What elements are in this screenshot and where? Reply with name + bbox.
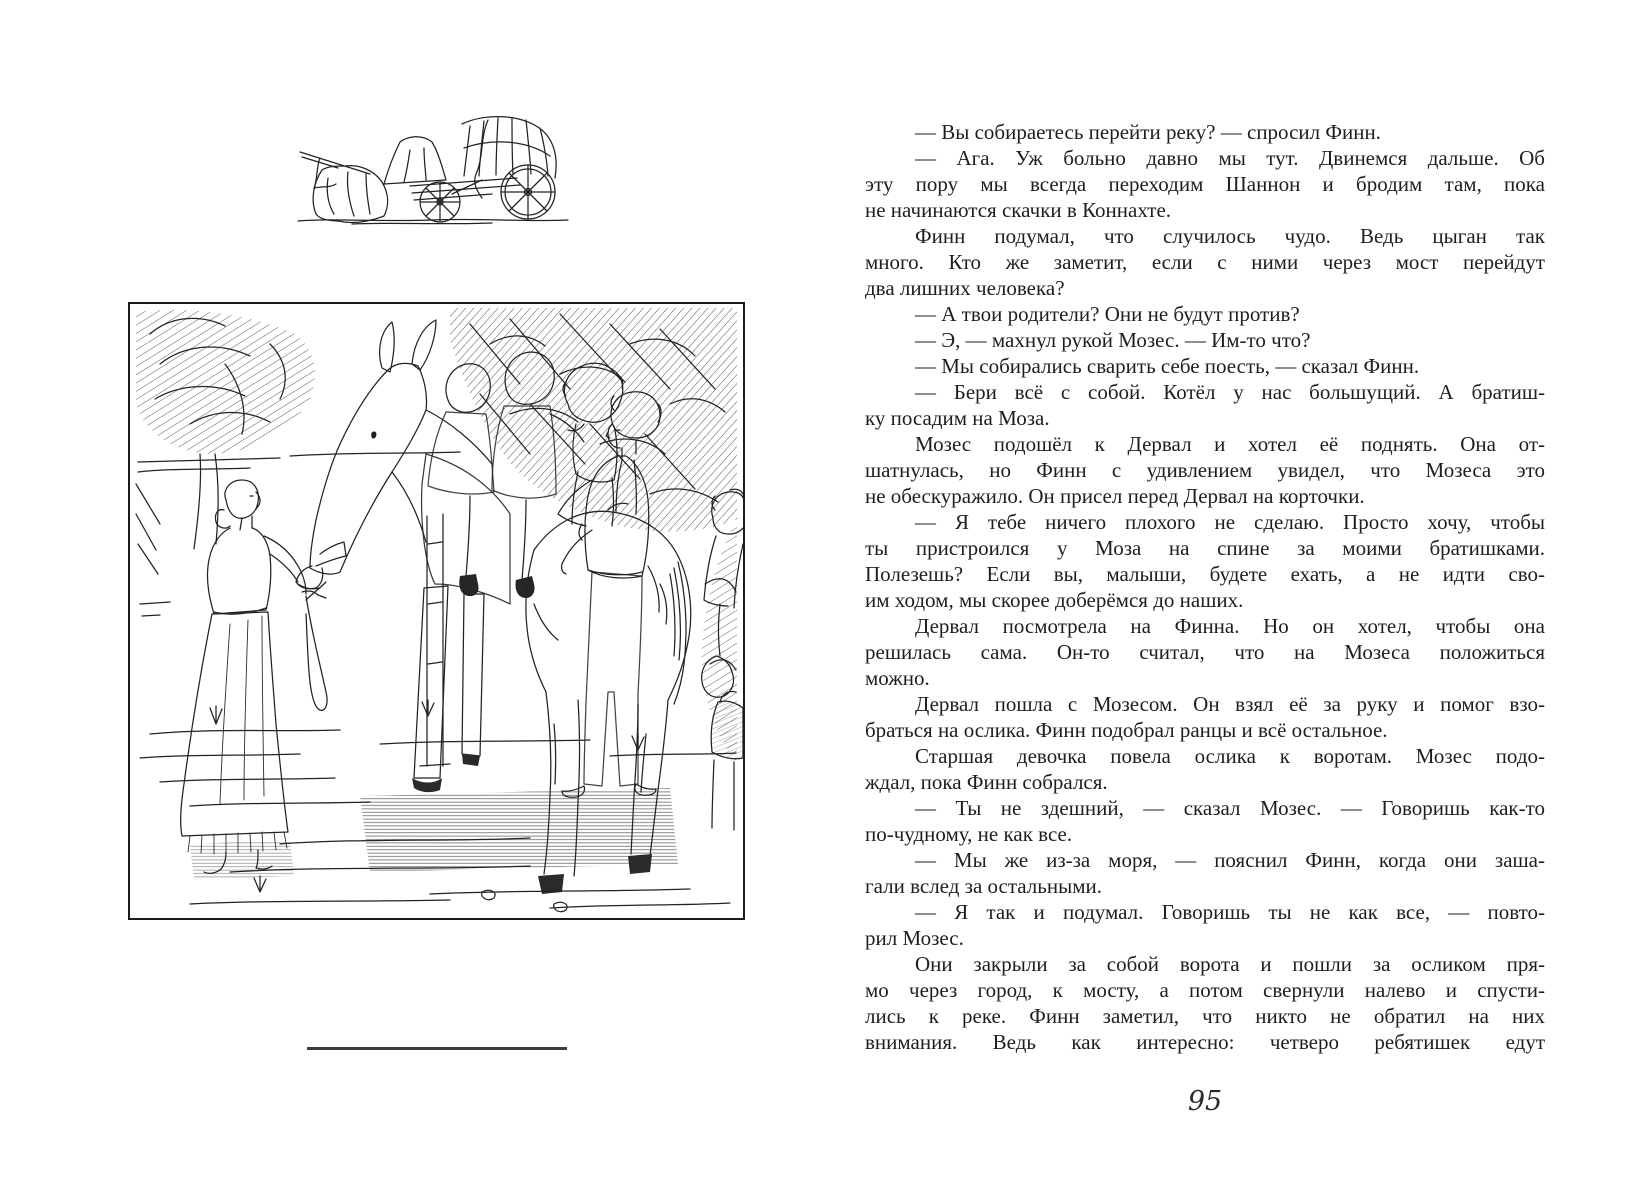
text-line: — Мы же из-за моря, — пояснил Финн, когда они заша- (915, 848, 1545, 872)
text-line: гали вслед за остальными. (865, 874, 1102, 898)
main-illustration (130, 304, 743, 918)
text-line: — Вы собираетесь перейти реку? — спросил Финн. (915, 120, 1381, 144)
text-line: Финн подумал, что случилось чудо. Ведь цыган так (915, 224, 1545, 248)
text-line: — Ты не здешний, — сказал Мозес. — Говоришь как-то (915, 796, 1545, 820)
text-line: Старшая девочка повела ослика к воротам. Мозес подо- (915, 744, 1545, 768)
left-page (0, 0, 800, 1200)
ground-strokes-back (140, 730, 736, 782)
horizon-lines (136, 452, 460, 616)
text-line: — Я тебе ничего плохого не сделаю. Просто хочу, чтобы (915, 510, 1545, 534)
text-line: — Э, — махнул рукой Мозес. — Им-то что? (915, 328, 1311, 352)
text-line: два лишних человека? (865, 276, 1065, 300)
text-line: решилась сама. Он-то считал, что на Мозеса положиться (865, 640, 1545, 664)
text-line: Дервал посмотрела на Финна. Но он хотел, чтобы она (915, 614, 1545, 638)
text-line: ку посадим на Моза. (865, 406, 1050, 430)
text-line: им ходом, мы скорее доберёмся до наших. (865, 588, 1244, 612)
ground-strokes-front (190, 700, 730, 912)
text-line: внимания. Ведь как интересно: четверо ребятишек едут (865, 1030, 1545, 1054)
text-line: — Бери всё с собой. Котёл у нас большущий. А братиш- (915, 380, 1545, 404)
text-line: шатнулась, но Финн с удивлением увидел, что Мозеса это (865, 458, 1545, 482)
text-line: браться на ослика. Финн подобрал ранцы и всё остальное. (865, 718, 1388, 742)
text-line: эту пору мы всегда переходим Шаннон и бродим там, пока (865, 172, 1545, 196)
section-divider-line (307, 1047, 567, 1050)
text-line: мо через город, к мосту, а потом свернули налево и спусти- (865, 978, 1545, 1002)
text-line: не начинаются скачки в Коннахте. (865, 198, 1172, 222)
tree-foliage-left (136, 310, 315, 549)
tree-foliage-right (450, 308, 737, 764)
text-line: Полезешь? Если вы, малыши, будете ехать, а не идти сво- (865, 562, 1545, 586)
text-line: ты пристроился у Моза на спине за моими братишками. (865, 536, 1545, 560)
text-line: не обескуражило. Он присел перед Дервал на корточки. (865, 484, 1365, 508)
text-line: много. Кто же заметит, если с ними через мост перейдут (865, 250, 1545, 274)
text-line: — А твои родители? Они не будут против? (915, 302, 1300, 326)
wagon-pole (300, 152, 370, 174)
text-line: ждал, пока Финн собрался. (865, 770, 1108, 794)
wagon-draped-cloth (313, 120, 488, 223)
text-line: — Мы собирались сварить себе поесть, — сказал Финн. (915, 354, 1420, 378)
main-illustration-frame (128, 302, 745, 920)
text-line: рил Мозес. (865, 926, 964, 950)
text-line: Они закрыли за собой ворота и пошли за осликом пря- (915, 952, 1545, 976)
text-line: — Ага. Уж больно давно мы тут. Двинемся дальше. Об (915, 146, 1545, 170)
page-number: 95 (1187, 1086, 1223, 1117)
rope-halter (306, 582, 327, 710)
text-line: можно. (865, 666, 930, 690)
body-text (865, 119, 1545, 1055)
girl-figure (181, 480, 326, 873)
text-line: по-чудному, не как все. (865, 822, 1073, 846)
skirt-fringe (188, 616, 287, 854)
wagon-vignette-illustration (292, 108, 574, 228)
text-line: Мозес подошёл к Дервал и хотел её поднять. Она от- (915, 432, 1545, 456)
text-line: — Я так и подумал. Говоришь ты не как все, — повто- (915, 900, 1545, 924)
wagon-front-wheel (420, 182, 460, 222)
wagon-rear-wheel (501, 165, 555, 219)
text-line: лись к реке. Финн заметил, что никто не обратил на них (865, 1004, 1545, 1028)
text-line: Дервал пошла с Мозесом. Он взял её за руку и помог взо- (915, 692, 1545, 716)
